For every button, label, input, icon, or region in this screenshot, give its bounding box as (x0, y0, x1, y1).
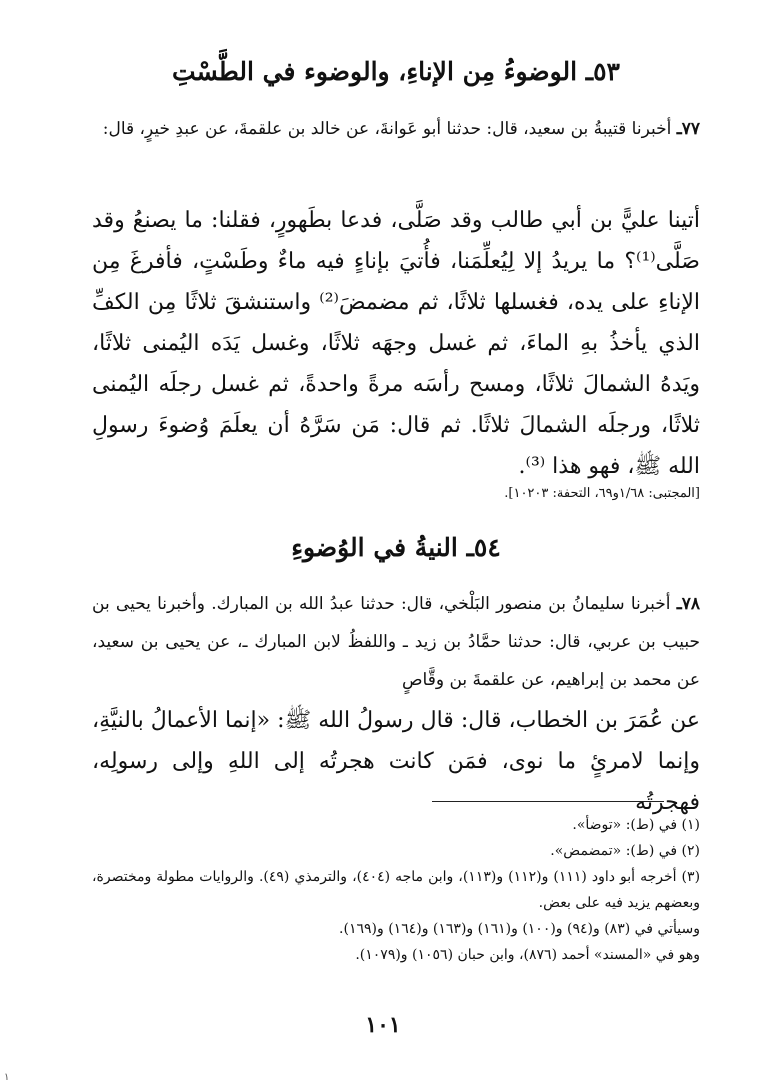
hadith-78-matn: عن عُمَرَ بن الخطاب، قال: قال رسولُ الله ﷺ: «إنما الأعمالُ بالنيَّةِ، وإنما لامرئٍ ما نوى، فمَن كانت هجرتُه إلى اللهِ وإلى رسولِه، فهجرتُه (92, 708, 700, 815)
footnote-2: (٢) في (ط): «تمضمض». (550, 843, 700, 859)
hadith-78-isnad-text: أخبرنا سليمانُ بن منصور البَلْخي، قال: حدثنا عبدُ الله بن المبارك. وأخبرنا يحيى بن حبيب بن عربي، قال: حدثنا حمَّادُ بن زيد ـ واللفظُ لابن المبارك ـ، عن يحيى بن سعيد، عن محمد بن إبراهيم، عن علقمةَ بن وقَّاصٍ (92, 594, 700, 690)
hadith-78-isnad (92, 585, 700, 699)
hadith-77-matn: أتينا عليًّ بن أبي طالب وقد صَلَّى، فدعا بطَهورٍ، فقلنا: ما يصنعُ وقد صَلَّى⁽¹⁾؟ ما يريدُ إلا لِيُعلِّمَنا، فأُتيَ بإناءٍ فيه ماءٌ وطَسْتٍ، فأفرغَ مِن الإناءِ على يده، فغسلها ثلاثًا، ثم مضمضَ⁽²⁾ واستنشقَ ثلاثًا مِن الكفِّ الذي يأخذُ بهِ الماءَ، ثم غسل وجهَه ثلاثًا، وغسل يَدَه اليُمنى ثلاثًا، ويَدهُ الشمالَ ثلاثًا، ومسح رأسَه مرةً واحدةً، ثم غسل رجلَه اليُمنى ثلاثًا، ورجلَه الشمالَ ثلاثًا. ثم قال: مَن سَرَّهُ أن يعلَمَ وُضوءَ رسولِ الله ﷺ، فهو هذا ⁽³⁾. (92, 208, 700, 479)
hadith-78-number: ٧٨ـ (676, 594, 701, 614)
section-54-heading: ٥٤ـ النيةُ في الوُضوءِ (291, 533, 501, 562)
footnote-3: (٣) أخرجه أبو داود (١١١) و(١١٢) و(١١٣)، وابن ماجه (٤٠٤)، والترمذي (٤٩). والروايات مطولة ومختصرة، وبعضهم يزيد فيه على بعض. (92, 869, 701, 911)
footnote-3-continued: وسيأتي في (٨٣) و(٩٤) و(١٠٠) و(١٦١) و(١٦٣) و(١٦٤) و(١٦٩). (339, 921, 700, 937)
footnote-1: (١) في (ط): «توضأ». (572, 817, 700, 833)
section-53-heading: ٥٣ـ الوضوءُ مِن الإناءِ، والوضوء في الطَّسْتِ (172, 57, 620, 86)
hadith-77-isnad-text: أخبرنا قتيبةُ بن سعيد، قال: حدثنا أبو عَوانةَ، عن خالد بن علقمةَ، عن عبدِ خيرٍ، قال: (102, 119, 672, 139)
footnote-3-sources: وهو في «المسند» أحمد (٨٧٦)، وابن حبان (١٠٥٦) و(١٠٧٩). (355, 947, 700, 963)
hadith-77-isnad (92, 110, 700, 148)
hadith-77-number: ٧٧ـ (676, 119, 700, 139)
page-number: ١٠١ (365, 1012, 401, 1038)
hadith-77-citation: [المجتبى: ١/٦٨و٦٩، التحفة: ١٠٢٠٣]. (504, 486, 700, 501)
margin-mark: ١ (4, 1072, 10, 1083)
footnote-separator (432, 801, 664, 802)
footnotes (92, 812, 700, 968)
